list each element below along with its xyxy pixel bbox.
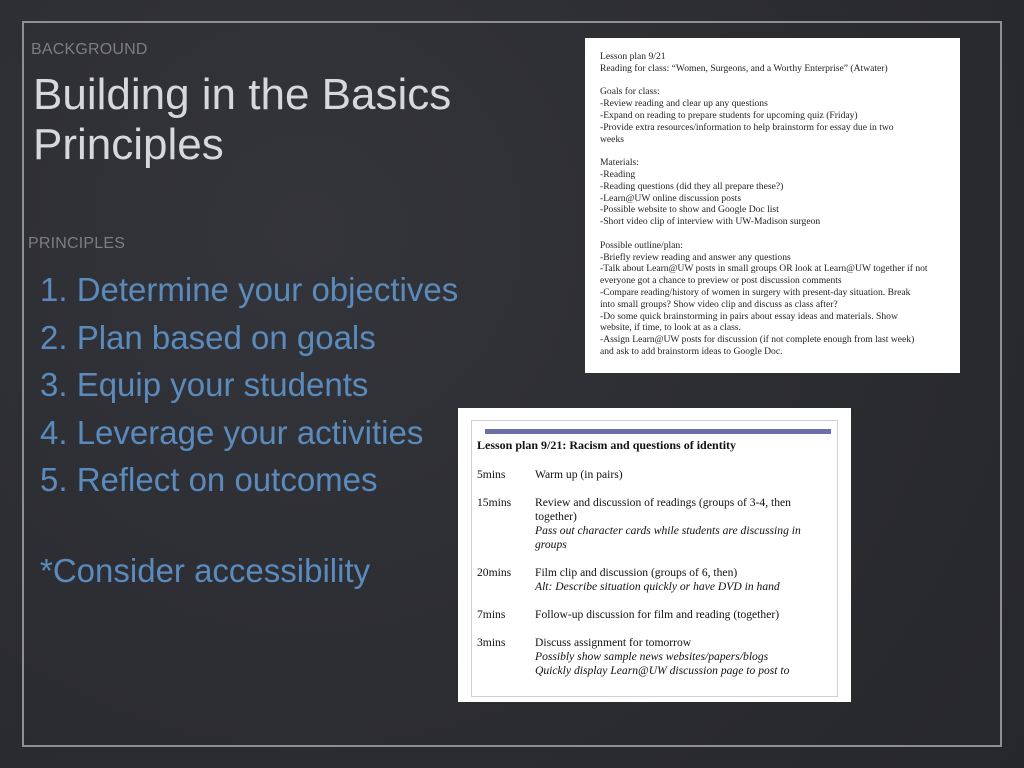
activity-cell: [535, 468, 827, 482]
principle-item: 4. Leverage your activities: [40, 413, 424, 451]
activity-note: Pass out character cards while students are discussing in groups: [535, 524, 801, 551]
activity-description: Review and discussion of readings (groups of 3-4, then together): [535, 496, 791, 523]
slide-title: [33, 70, 451, 170]
title-line-2: Principles: [33, 120, 224, 169]
schedule-row: [477, 636, 827, 678]
blank-line: [600, 75, 952, 87]
lesson-plan-document-1: [585, 38, 960, 373]
document-line: -Short video clip of interview with UW-Madison surgeon: [600, 216, 821, 228]
duration: 7mins: [477, 608, 506, 621]
principle-item: 2. Plan based on goals: [40, 318, 376, 356]
document-line: -Provide extra resources/information to help brainstorm for essay due in two: [600, 121, 894, 133]
document-line: Possible outline/plan:: [600, 239, 683, 251]
document-line: Reading for class: “Women, Surgeons, and a Worthy Enterprise” (Atwater): [600, 62, 888, 74]
principle-item: 1. Determine your objectives: [40, 271, 459, 308]
document-line: Goals for class:: [600, 86, 660, 98]
schedule-row: [477, 496, 827, 552]
duration: 20mins: [477, 566, 512, 579]
activity-cell: [535, 566, 827, 594]
document-line: and ask to add brainstorm ideas to Google Doc.: [600, 345, 783, 357]
blank-line: [600, 145, 952, 157]
document-line: -Reading questions (did they all prepare these?): [600, 180, 784, 192]
schedule-row: [477, 468, 827, 482]
document-line: -Learn@UW online discussion posts: [600, 192, 742, 204]
blank-line: [600, 228, 952, 240]
document-line: website, if time, to look at as a class.: [600, 322, 741, 334]
activity-cell: [535, 636, 827, 678]
document-line: -Briefly review reading and answer any questions: [600, 251, 791, 263]
activity-description: Follow-up discussion for film and reading (together): [535, 608, 780, 621]
activity-note: Alt: Describe situation quickly or have DVD in hand: [535, 580, 780, 593]
document-line: -Expand on reading to prepare students for upcoming quiz (Friday): [600, 109, 858, 121]
document-line: -Do some quick brainstorming in pairs about essay ideas and materials. Show: [600, 310, 898, 322]
header-rule: [485, 429, 831, 434]
principle-item: 3. Equip your students: [40, 366, 369, 403]
principles-list: [40, 266, 458, 504]
document-line: Materials:: [600, 157, 639, 169]
duration: 3mins: [477, 636, 506, 649]
document-line: -Talk about Learn@UW posts in small groups OR look at Learn@UW together if not: [600, 263, 928, 275]
activity-cell: [535, 608, 827, 622]
activity-description: Warm up (in pairs): [535, 468, 623, 481]
title-line-1: Building in the Basics: [33, 70, 452, 119]
principles-label: PRINCIPLES: [28, 235, 126, 252]
document-line: -Compare reading/history of women in surgery with present-day situation. Break: [600, 286, 911, 298]
lesson-plan-heading: Lesson plan 9/21: Racism and questions of identity: [477, 438, 737, 452]
duration: 15mins: [477, 496, 512, 509]
document-line: weeks: [600, 133, 624, 145]
schedule-row: [477, 608, 827, 622]
document-line: everyone got a chance to preview or post discussion comments: [600, 275, 842, 287]
lesson-plan-document-2: [458, 408, 851, 702]
principle-item: 5. Reflect on outcomes: [40, 461, 378, 498]
background-label: BACKGROUND: [31, 41, 148, 58]
accessibility-note: *Consider accessibility: [40, 552, 371, 589]
lesson-plan-rows: [477, 468, 827, 678]
activity-note: Possibly show sample news websites/papers/blogs: [535, 650, 769, 663]
document-line: -Possible website to show and Google Doc list: [600, 204, 779, 216]
document-line: Lesson plan 9/21: [600, 51, 666, 62]
document-line: -Review reading and clear up any questions: [600, 98, 768, 110]
activity-description: Film clip and discussion (groups of 6, then): [535, 566, 738, 579]
schedule-row: [477, 566, 827, 594]
duration: 5mins: [477, 468, 506, 481]
document-line: into small groups? Show video clip and discuss as class after?: [600, 298, 838, 310]
document-line: -Assign Learn@UW posts for discussion (if not complete enough from last week): [600, 334, 915, 346]
activity-note: Quickly display Learn@UW discussion page to post to: [535, 664, 790, 677]
activity-description: Discuss assignment for tomorrow: [535, 636, 692, 649]
activity-cell: [535, 496, 827, 552]
document-line: -Reading: [600, 168, 636, 180]
